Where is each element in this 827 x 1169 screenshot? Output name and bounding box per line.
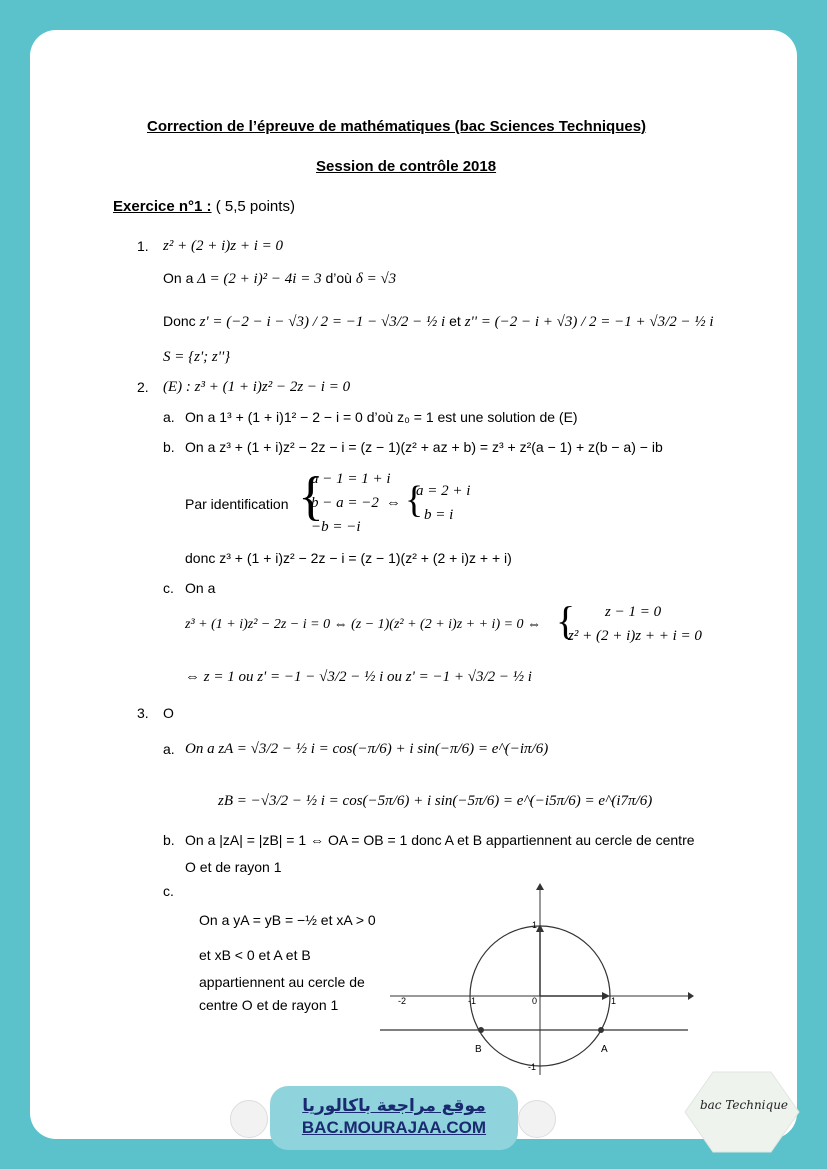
point-a-dot bbox=[598, 1027, 604, 1033]
q3-a-label: a. bbox=[163, 741, 175, 757]
q2-system-line-3: −b = −i bbox=[311, 519, 361, 535]
point-b-label: B bbox=[475, 1044, 482, 1055]
site-logo-icon-left bbox=[230, 1100, 268, 1138]
exercise-heading bbox=[113, 198, 295, 216]
q1-delta: Δ = (2 + i)² − 4i = 3 bbox=[197, 271, 322, 287]
y-axis-arrow-icon bbox=[536, 883, 544, 890]
y-tick-label: -1 bbox=[528, 1062, 537, 1072]
q1-delta-line bbox=[163, 269, 396, 288]
q2-c-label: c. bbox=[163, 580, 174, 596]
q3-c-line-1: On a yA = yB = −½ et xA > 0 bbox=[199, 912, 376, 928]
q2-c-text: On a bbox=[185, 580, 216, 596]
q2-result-line-1: a = 2 + i bbox=[416, 483, 471, 499]
q3-c-line-4: centre O et de rayon 1 bbox=[199, 997, 339, 1013]
banner-arabic-text: موقع مراجعة باكالوريا bbox=[302, 1096, 486, 1116]
q1-et: et bbox=[449, 313, 461, 329]
bac-technique-badge bbox=[683, 1070, 801, 1154]
q2-equation: (E) : z³ + (1 + i)z² − 2z − i = 0 bbox=[163, 379, 351, 395]
q1-donc: Donc bbox=[163, 313, 196, 329]
unit-vector-i-arrow-icon bbox=[602, 992, 610, 1000]
q3-b-text-2: O et de rayon 1 bbox=[185, 859, 282, 875]
q3-c-line-3: appartiennent au cercle de bbox=[199, 974, 365, 990]
exercise-label: Exercice n°1 : bbox=[113, 198, 212, 215]
q1-sqrt-delta: δ = √3 bbox=[355, 271, 397, 287]
q2-c-equation: z³ + (1 + i)z² − 2z − i = 0 ⇔ (z − 1)(z² + (2 + i)z + + i) = 0 ⇔ bbox=[185, 617, 542, 632]
x-tick-label: 0 bbox=[532, 996, 538, 1006]
x-axis-arrow-icon bbox=[688, 992, 694, 1000]
circle-figure bbox=[380, 880, 700, 1080]
q3-b-label: b. bbox=[163, 832, 175, 848]
q3-a-text: On a zA = √3/2 − ½ i = cos(−π/6) + i sin(−π/6) = e^(−iπ/6) bbox=[185, 741, 549, 757]
q3-zb-text: zB = −√3/2 − ½ i = cos(−5π/6) + i sin(−5π/6) = e^(−i5π/6) = e^(i7π/6) bbox=[218, 793, 653, 809]
q2-number: 2. bbox=[137, 379, 149, 395]
x-tick-label: 1 bbox=[611, 996, 617, 1006]
q2-b-text: On a z³ + (1 + i)z² − 2z − i = (z − 1)(z² + az + b) = z³ + z²(a − 1) + z(b − a) − ib bbox=[185, 439, 663, 455]
x-tick-label: -1 bbox=[468, 996, 477, 1006]
q1-solution-set: S = {z'; z''} bbox=[163, 349, 231, 365]
q2-c-brace: { bbox=[556, 598, 576, 643]
q2-c-system-line-2: z² + (2 + i)z + + i = 0 bbox=[568, 628, 702, 644]
q2-system-line-1: a − 1 = 1 + i bbox=[311, 471, 391, 487]
x-tick-label: -2 bbox=[398, 996, 407, 1006]
bac-technique-badge-text: bac Technique bbox=[699, 1098, 789, 1112]
document-title: Correction de l’épreuve de mathématiques (bac Sciences Techniques) bbox=[147, 118, 647, 135]
site-logo-icon-right bbox=[518, 1100, 556, 1138]
q1-root-1: z' = (−2 − i − √3) / 2 = −1 − √3/2 − ½ i bbox=[199, 314, 446, 330]
q3-c-label: c. bbox=[163, 883, 174, 899]
q2-a-label: a. bbox=[163, 409, 175, 425]
q2-donc-text: donc z³ + (1 + i)z² − 2z − i = (z − 1)(z² + (2 + i)z + + i) bbox=[185, 550, 512, 566]
q1-dou: d’où bbox=[325, 270, 352, 286]
exercise-points: ( 5,5 points) bbox=[215, 198, 295, 215]
site-banner[interactable] bbox=[270, 1086, 518, 1150]
q2-result-brace: { bbox=[405, 479, 424, 521]
q3-c-line-2: et xB < 0 et A et B bbox=[199, 947, 311, 963]
q1-root-2: z'' = (−2 − i + √3) / 2 = −1 + √3/2 − ½ i bbox=[464, 314, 714, 330]
q3-o: O bbox=[163, 705, 174, 721]
banner-site-link[interactable]: BAC.MOURAJAA.COM bbox=[301, 1118, 487, 1137]
q3-b-text: On a |zA| = |zB| = 1 ⇔ OA = OB = 1 donc A et B appartiennent au cercle de centre bbox=[185, 832, 695, 848]
q2-c-system-line-1: z − 1 = 0 bbox=[605, 604, 662, 620]
q3-number: 3. bbox=[137, 705, 149, 721]
q2-result-line-2: b = i bbox=[424, 507, 454, 523]
session-title: Session de contrôle 2018 bbox=[316, 158, 497, 175]
q2-identification: Par identification bbox=[185, 496, 289, 512]
q2-equiv: ⇔ bbox=[386, 495, 401, 511]
q2-b-label: b. bbox=[163, 439, 175, 455]
q2-system-line-2: b − a = −2 bbox=[311, 495, 379, 511]
point-a-label: A bbox=[601, 1044, 608, 1055]
unit-vector-j-arrow-icon bbox=[536, 924, 544, 932]
q1-delta-intro: On a bbox=[163, 270, 194, 286]
q1-number: 1. bbox=[137, 238, 149, 254]
y-tick-label: 1 bbox=[532, 920, 538, 930]
q1-roots-line bbox=[163, 312, 714, 331]
q2-a-text: On a 1³ + (1 + i)1² − 2 − i = 0 d’où z₀ = 1 est une solution de (E) bbox=[185, 409, 578, 425]
q1-equation: z² + (2 + i)z + i = 0 bbox=[163, 238, 283, 254]
q2-c-solutions: ⇔ z = 1 ou z' = −1 − √3/2 − ½ i ou z' = −1 + √3/2 − ½ i bbox=[185, 669, 532, 685]
point-b-dot bbox=[478, 1027, 484, 1033]
q2-system-brace: { bbox=[298, 466, 324, 526]
